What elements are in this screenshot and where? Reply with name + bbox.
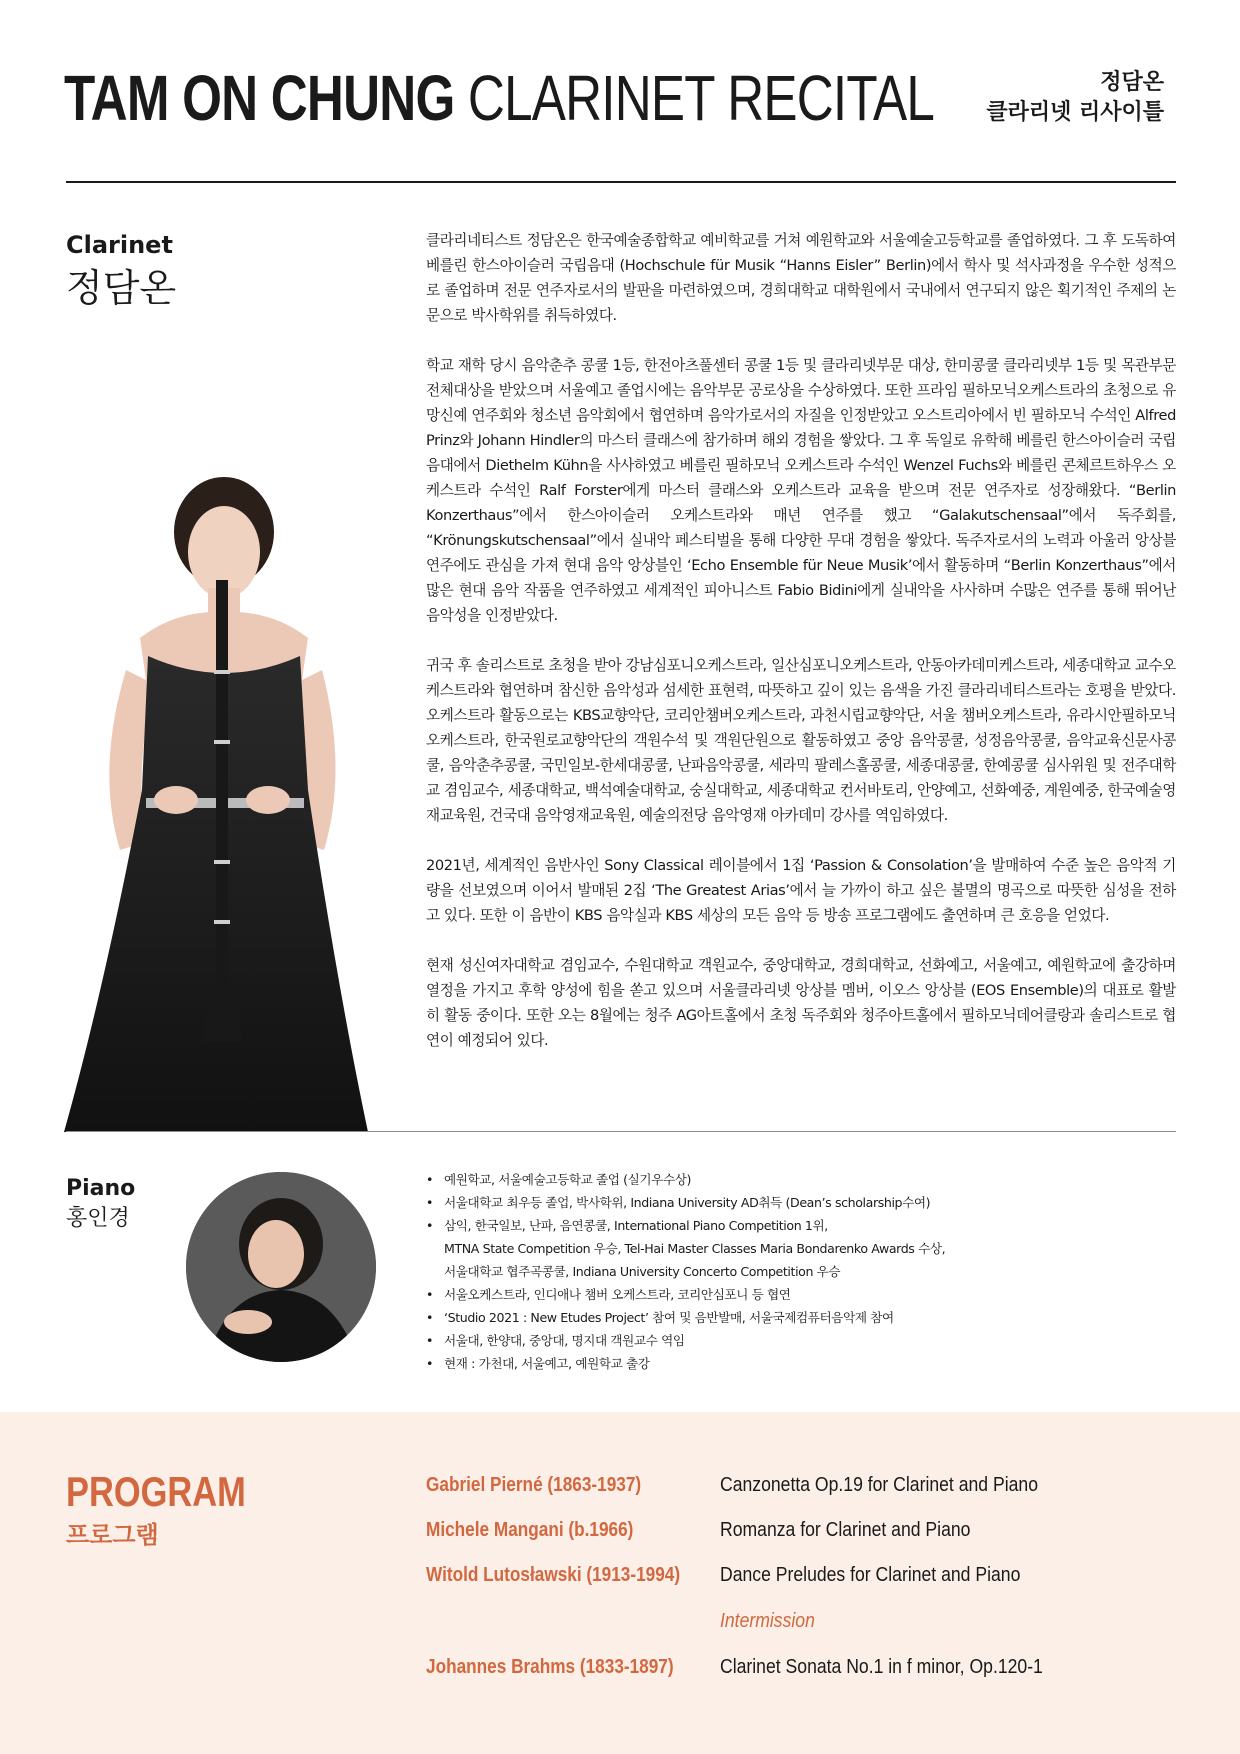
title-ko-line1: 정담온 xyxy=(1100,70,1164,95)
program-row xyxy=(426,1656,1186,1686)
bio-paragraph: 현재 성신여자대학교 겸임교수, 수원대학교 객원교수, 중앙대학교, 경희대학교, 선화예고, 서울예고, 예원학교에 출강하며 열정을 가지고 후학 양성에 힘을 쏟고 있으며 서울클라리넷 앙상블 멤버, 이오스 앙상블 (EOS Ensemble)의 대표로 활발히 활동 중이다. 또한 오는 8월에는 청주 AG아트홀에서 초청 독주회와 청주아트홀에서 필하모닉데어클랑과 솔리스트로 협연이 예정되어 있다. xyxy=(426,957,1176,1049)
clarinet-performer-name: 정담온 xyxy=(66,266,177,310)
clarinet-biography xyxy=(426,228,1176,1078)
clarinet-role-label: Clarinet xyxy=(66,231,173,259)
piano-career-list xyxy=(426,1168,945,1375)
program-row xyxy=(426,1474,1186,1504)
pianist-portrait-photo xyxy=(186,1172,376,1362)
list-item: • 예원학교, 서울예술고등학교 졸업 (실기우수상) xyxy=(426,1168,945,1191)
title-performer: TAM ON CHUNG xyxy=(64,62,455,134)
bio-paragraph: 귀국 후 솔리스트로 초청을 받아 강남심포니오케스트라, 일산심포니오케스트라, 안동아카데미케스트라, 세종대학교 교수오케스트라와 협연하며 참신한 음악성과 섬세한 표현력, 따뜻하고 깊이 있는 음색을 가진 클라리네티스트라는 호평을 받았다. 오케스트라 활동으로는 KBS교향악단, 코리안챔버오케스트라, 과천시립교향악단, 서울 챔버오케스트라, 유라시안필하모닉오케스트라, 한국원로교향악단의 객원수석 및 객원단원으로 활동하였고 중앙 음악콩쿨, 성정음악콩쿨, 음악교육신문사콩쿨, 음악춘추콩쿨, 국민일보-한세대콩쿨, 난파음악콩쿨, 세라믹 팔레스홀콩쿨, 세종대콩쿨, 한예콩쿨 심사위원 및 전주대학교 겸임교수, 세종대학교, 백석예술대학교, 숭실대학교, 세종대학교 컨서바토리, 안양예고, 선화예중, 계원예중, 한국예술영재교육원, 건국대 음악영재교육원, 예술의전당 음악영재 아카데미 강사를 역임하였다. xyxy=(426,657,1176,824)
recital-title xyxy=(64,58,935,138)
list-item: • ‘Studio 2021 : New Etudes Project’ 참여 및 음반발매, 서울국제컴퓨터음악제 참여 xyxy=(426,1306,945,1329)
composer-name: Michele Mangani (b.1966) xyxy=(426,1519,634,1541)
header-divider xyxy=(66,181,1176,183)
list-item: • 서울오케스트라, 인디애나 챔버 오케스트라, 코리안심포니 등 협연 xyxy=(426,1283,945,1306)
piano-role-label: Piano xyxy=(66,1176,136,1201)
list-item: • 현재 : 가천대, 서울예고, 예원학교 출강 xyxy=(426,1352,945,1375)
bio-paragraph: 학교 재학 당시 음악춘추 콩쿨 1등, 한전아츠풀센터 콩쿨 1등 및 클라리넷부문 대상, 한미콩쿨 클라리넷부 1등 및 목관부문 전체대상을 받았으며 서울예고 졸업시에는 음악부문 공로상을 수상하였다. 또한 프라임 필하모닉오케스트라의 초청으로 유망신예 연주회와 청소년 음악회에서 협연하며 음악가로서의 자질을 인정받았고 오스트리아에서 빈 필하모닉 수석인 Alfred Prinz와 Johann Hindler의 마스터 클래스에 참가하며 해외 경험을 쌓았다. 그 후 독일로 유학해 베를린 한스아이슬러 국립음대에서 Diethelm Kühn을 사사하였고 베를린 필하모닉 오케스트라 수석인 Wenzel Fuchs와 베를린 콘체르트하우스 오케스트라 수석인 Ralf Forster에게 마스터 클래스와 오케스트라 교육을 받으며 전문 연주자로 성장해왔다. “Berlin Konzerthaus”에서 한스아이슬러 오케스트라와 매년 연주를 했고 “Galakutschensaal”에서 독주회를, “Krönungskutschensaal”에서 실내악 페스티벌을 통해 다양한 무대 경험을 쌓았다. 독주자로서의 노력과 아울러 앙상블 연주에도 관심을 가져 현대 음악 앙상블인 ‘Echo Ensemble für Neue Musik’에서 활동하며 “Berlin Konzerthaus”에서 많은 현대 음악 작품을 연주하였고 세계적인 피아니스트 Fabio Bidini에게 실내악을 사사하며 수많은 연주를 통해 뛰어난 음악성을 인정받았다. xyxy=(426,357,1176,624)
work-title: Canzonetta Op.19 for Clarinet and Piano xyxy=(720,1474,1038,1496)
composer-name: Gabriel Pierné (1863-1937) xyxy=(426,1474,642,1496)
list-item: • 서울대학교 최우등 졸업, 박사학위, Indiana University AD취득 (Dean’s scholarship수여) xyxy=(426,1191,945,1214)
composer-name: Johannes Brahms (1833-1897) xyxy=(426,1656,674,1678)
bio-paragraph: 클라리네티스트 정담온은 한국예술종합학교 예비학교를 거쳐 예원학교와 서울예술고등학교를 졸업하였다. 그 후 도독하여 베를린 한스아이슬러 국립음대 (Hochschule für Musik “Hanns Eisler” Berlin)에서 학사 및 석사과정을 우수한 성적으로 졸업하며 전문 연주자로서의 발판을 마련하였으며, 경희대학교 대학원에서 국내에서 연구되지 않은 획기적인 주제의 논문으로 박사학위를 취득하였다. xyxy=(426,232,1176,324)
bio-paragraph: 2021년, 세계적인 음반사인 Sony Classical 레이블에서 1집 ‘Passion & Consolation’을 발매하여 수준 높은 음악적 기량을 선보였으며 이어서 발매된 2집 ‘The Greatest Arias’에서 늘 가까이 하고 싶은 불멸의 명곡으로 따뜻한 심성을 전하고 있다. 또한 이 음반이 KBS 음악실과 KBS 세상의 모든 음악 등 방송 프로그램에도 출연하며 큰 호응을 얻었다. xyxy=(426,857,1176,924)
recital-title-korean xyxy=(986,68,1164,128)
list-item: • 삼익, 한국일보, 난파, 음연콩쿨, International Piano Competition 1위, xyxy=(426,1214,945,1237)
work-title: Dance Preludes for Clarinet and Piano xyxy=(720,1564,1021,1586)
list-item: • 서울대, 한양대, 중앙대, 명지대 객원교수 역임 xyxy=(426,1329,945,1352)
program-heading-korean: 프로그램 xyxy=(66,1521,159,1549)
section-divider xyxy=(66,1131,1176,1132)
list-item-continuation: 서울대학교 협주곡콩쿨, Indiana University Concerto Competition 우승 xyxy=(444,1264,841,1279)
intermission-label: Intermission xyxy=(720,1610,815,1632)
title-ko-line2: 클라리넷 리사이틀 xyxy=(986,100,1164,125)
work-title: Romanza for Clarinet and Piano xyxy=(720,1519,971,1541)
program-row xyxy=(426,1519,1186,1549)
program-row-intermission xyxy=(426,1610,1186,1640)
program-heading: PROGRAM xyxy=(66,1468,246,1515)
program-row xyxy=(426,1564,1186,1594)
piano-performer-name: 홍인경 xyxy=(66,1206,130,1231)
clarinetist-portrait-photo xyxy=(56,470,376,1132)
title-event: CLARINET RECITAL xyxy=(467,62,935,134)
list-item-continuation: MTNA State Competition 우승, Tel-Hai Master Classes Maria Bondarenko Awards 수상, xyxy=(444,1241,946,1256)
work-title: Clarinet Sonata No.1 in f minor, Op.120-1 xyxy=(720,1656,1043,1678)
composer-name: Witold Lutosławski (1913-1994) xyxy=(426,1564,681,1586)
